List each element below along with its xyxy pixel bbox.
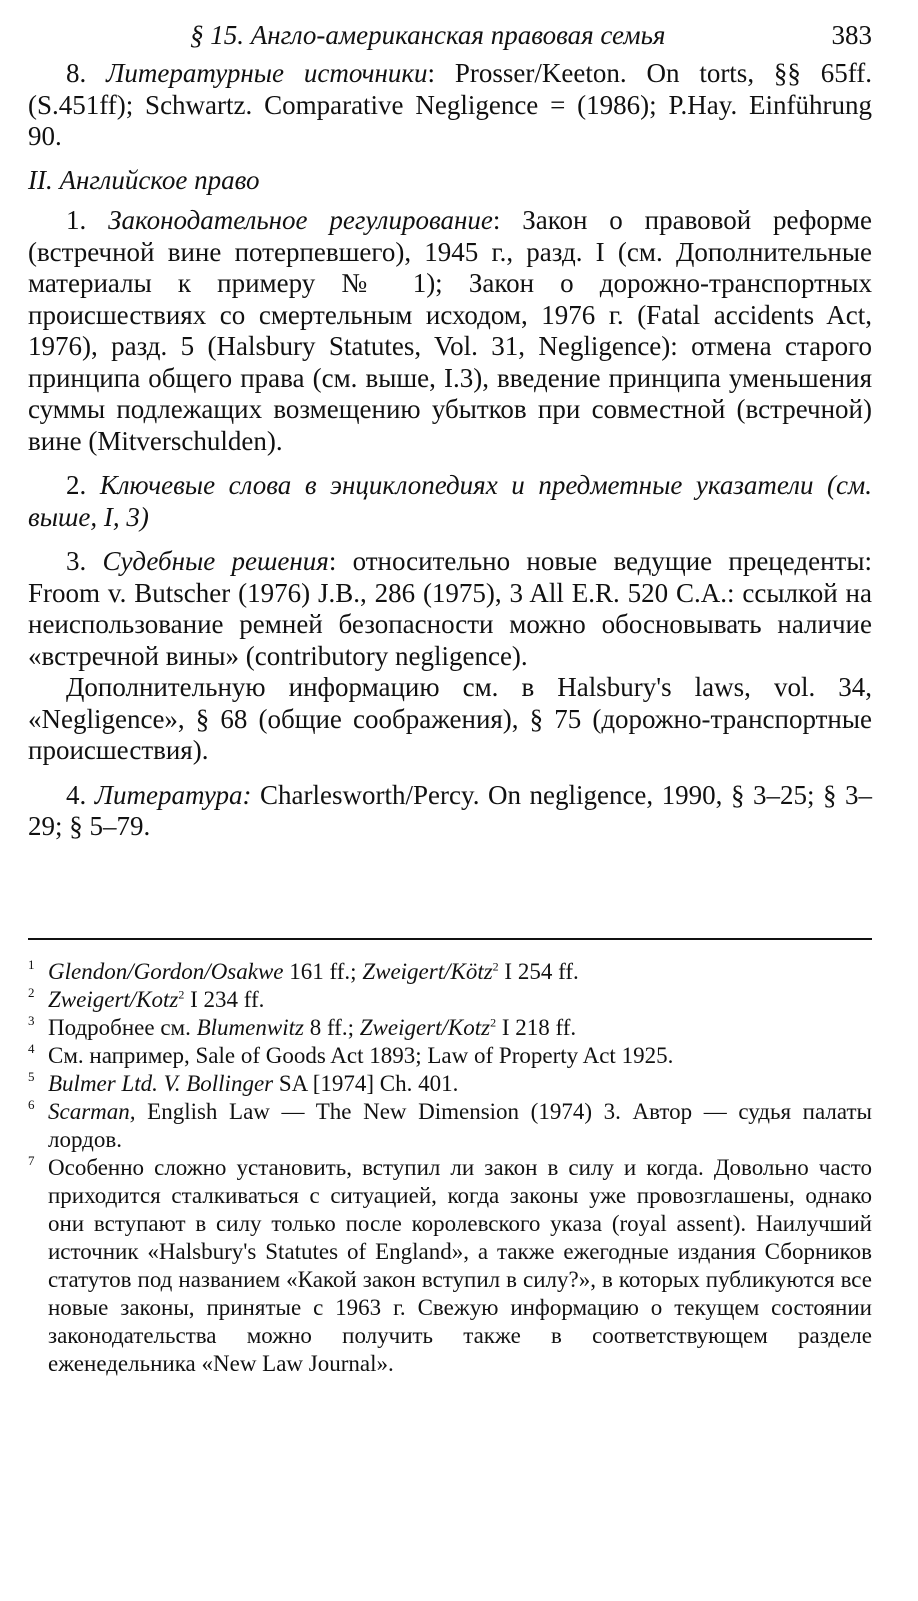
item-number: 1. <box>66 205 109 235</box>
main-text <box>28 58 872 843</box>
page <box>28 18 872 843</box>
running-header <box>28 18 872 58</box>
additional-info-paragraph: Дополнительную информацию см. в Halsbury's laws, vol. 34, «Negligence», § 68 (общие соображения), § 75 (дорожно-транспортные происшествия). <box>28 672 872 765</box>
item-label: Ключевые слова в энциклопедиях и предметные указатели (см. выше, I, 3) <box>28 470 872 532</box>
item-label: Законодательное регулирование <box>108 205 493 235</box>
item-label: Судебные решения <box>102 546 329 576</box>
footnote-7: 7 Особенно сложно установить, вступил ли закон в силу и когда. Довольно часто приходится сталкиваться с ситуацией, когда законы уже провозглашены, однако они вступают в силу только после королевского указа (royal assent). Наилучший источник «Halsbury's Statutes of England», а также ежегодные издания Сборников статутов под названием «Какой закон вступил в силу?», в которых публикуются все новые законы, принятые с 1963 г. Свежую информацию о текущем состоянии законодательства можно получить также в соответствующем разделе еженедельника «New Law Journal». <box>28 1153 872 1376</box>
footnote-separator <box>28 938 872 940</box>
item-text: Charlesworth/Percy. On negligence, 1990, § 3–25; § 3–29; § 5–79. <box>28 779 872 841</box>
header-title: § 15. Англо-американская правовая семья <box>190 20 666 50</box>
footnotes <box>28 958 872 1378</box>
item-text: : Закон о правовой реформе (встречной вине потерпевшего), 1945 г., разд. I (см. Дополнительные материалы к примеру № 1); Закон о дорожно-транспортных происшествиях со смертельным исходом, 1976 г. (Fatal accidents Act, 1976), разд. 5 (Halsbury Statutes, Vol. 31, Negligence): отмена старого принципа общего права (см. выше, I.3), введение принципа уменьшения суммы подлежащих возмещению убытков при совместной (встречной) вине (Mitverschulden). <box>28 205 873 456</box>
item-text: : относительно новые ведущие прецеденты: Froom v. Butscher (1976) J.B., 286 (1975), 3 All E.R. 520 C.A.: ссылкой на неиспользование ремней безопасности можно обосновывать наличие «встречной вины» (contributory negligence). <box>28 546 872 671</box>
decisions-paragraph <box>28 546 872 672</box>
item-number: 8. <box>66 58 107 88</box>
legislation-paragraph <box>28 205 872 457</box>
footnote-1: 1 Glendon/Gordon/Osakwe 161 ff.; Zweigert/Kötz$^2$ I 254 ff. <box>28 957 579 984</box>
literature-paragraph <box>28 780 872 843</box>
footnote-6: 6 Scarman, English Law — The New Dimension (1974) 3. Автор — судья палаты лордов. <box>28 1097 872 1152</box>
item-label: Литературные источники <box>106 58 428 88</box>
keywords-paragraph <box>28 470 872 533</box>
footnote-3: 3 Подробнее см. Blumenwitz 8 ff.; Zweigert/Kotz$^2$ I 218 ff. <box>28 1013 577 1040</box>
footnote-2: 2 Zweigert/Kotz$^2$ I 234 ff. <box>28 985 265 1012</box>
section-heading: II. Английское право <box>28 164 260 195</box>
lit-sources-paragraph <box>28 58 872 153</box>
item-text: : Prosser/Keeton. On torts, §§ 65ff. (S.451ff); Schwartz. Comparative Negligence = (1986); P.Hay. Einführung 90. <box>28 58 873 151</box>
item-number: 2. <box>66 470 100 500</box>
page-number: 383 <box>831 20 872 50</box>
item-number: 4. <box>66 779 95 810</box>
footnote-4: 4 См. например, Sale of Goods Act 1893; Law of Property Act 1925. <box>28 1041 674 1068</box>
item-number: 3. <box>66 546 103 576</box>
footnote-5: 5 Bulmer Ltd. V. Bollinger SA [1974] Ch. 401. <box>28 1069 459 1096</box>
item-label: Литература: <box>94 779 252 810</box>
